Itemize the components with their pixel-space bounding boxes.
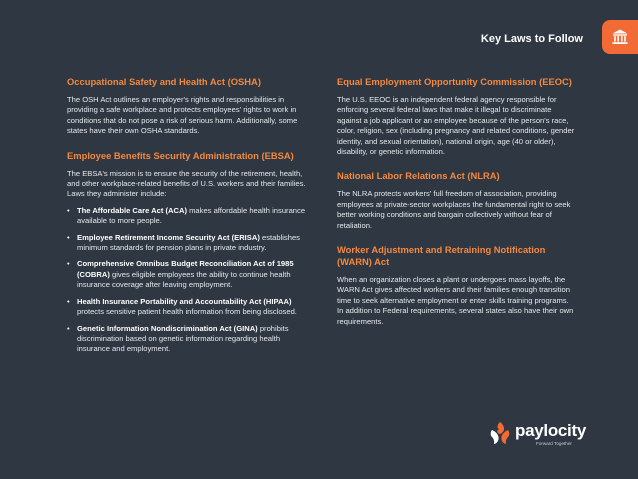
list-item xyxy=(67,233,307,254)
list-item xyxy=(67,324,307,355)
section-ebsa xyxy=(67,150,307,355)
header-badge xyxy=(602,20,638,54)
logo-tagline: Forward Together xyxy=(536,441,572,446)
section-body: The OSH Act outlines an employer's rights and responsibilities in providing a safe workplace and protects employees' rights to work in conditions that do not pose a risk of serious harm. Additionally, some states have their own OSHA standards. xyxy=(67,95,298,136)
law-name: Employee Retirement Income Security Act (ERISA) xyxy=(77,232,260,242)
section-warn xyxy=(337,244,575,327)
law-description: protects sensitive patient health information from being disclosed. xyxy=(77,307,297,317)
section-body: When an organization closes a plant or undergoes mass layoffs, the WARN Act gives affected workers and their families enough transition time to seek alternative employment or enter skills training programs. In addition to Federal requirements, several states also have their own requirements. xyxy=(337,275,574,326)
section-body: The U.S. EEOC is an independent federal agency responsible for enforcing several federal laws that make it illegal to discriminate against a job applicant or an employee because of the person's race, color, religion, sex (including pregnancy and related conditions, gender identity, and sexual orientation), national origin, age (40 or older), disability, or genetic information. xyxy=(337,95,575,157)
page-header-title: Key Laws to Follow xyxy=(480,33,583,45)
list-item xyxy=(67,259,307,290)
law-name: Comprehensive Omnibus Budget Reconciliation Act of 1985 (COBRA) xyxy=(77,259,294,279)
law-name: Genetic Information Nondiscrimination Act (GINA) xyxy=(77,323,258,333)
section-eeoc xyxy=(337,76,575,157)
law-description: gives eligible employees the ability to continue health insurance coverage after leaving employment. xyxy=(77,269,291,290)
section-title: Employee Benefits Security Administration (EBSA) xyxy=(67,149,294,161)
law-description: makes affordable health insurance available to more people. xyxy=(77,205,306,226)
section-body: The EBSA's mission is to ensure the security of the retirement, health, and other workplace-related benefits of U.S. workers and their families. Laws they administer include: xyxy=(67,168,306,199)
section-body: The NLRA protects workers' full freedom of association, providing employees at private-sector workplaces the fundamental right to seek better working conditions and bargain collectively without fear of retaliation. xyxy=(337,189,571,230)
law-name: The Affordable Care Act (ACA) xyxy=(77,205,187,215)
law-description: prohibits discrimination based on genetic information regarding health insurance and employment. xyxy=(77,323,289,354)
list-item xyxy=(67,297,307,318)
paylocity-logo-icon xyxy=(489,421,511,445)
government-building-icon xyxy=(611,28,629,46)
section-title: Equal Employment Opportunity Commission (EEOC) xyxy=(337,76,572,87)
section-title: Worker Adjustment and Retraining Notification (WARN) Act xyxy=(337,244,546,268)
law-name: Health Insurance Portability and Accountability Act (HIPAA) xyxy=(77,296,292,306)
section-osha xyxy=(67,76,307,137)
paylocity-logo xyxy=(489,421,589,451)
list-item xyxy=(67,206,307,227)
section-nlra xyxy=(337,170,575,231)
left-column xyxy=(67,76,307,368)
ebsa-law-list xyxy=(67,206,307,355)
right-column xyxy=(337,76,575,340)
section-title: National Labor Relations Act (NLRA) xyxy=(337,170,500,182)
section-title: Occupational Safety and Health Act (OSHA) xyxy=(67,76,261,87)
logo-wordmark: paylocity xyxy=(515,421,586,440)
law-description: establishes minimum standards for pension plans in private industry. xyxy=(77,232,300,253)
